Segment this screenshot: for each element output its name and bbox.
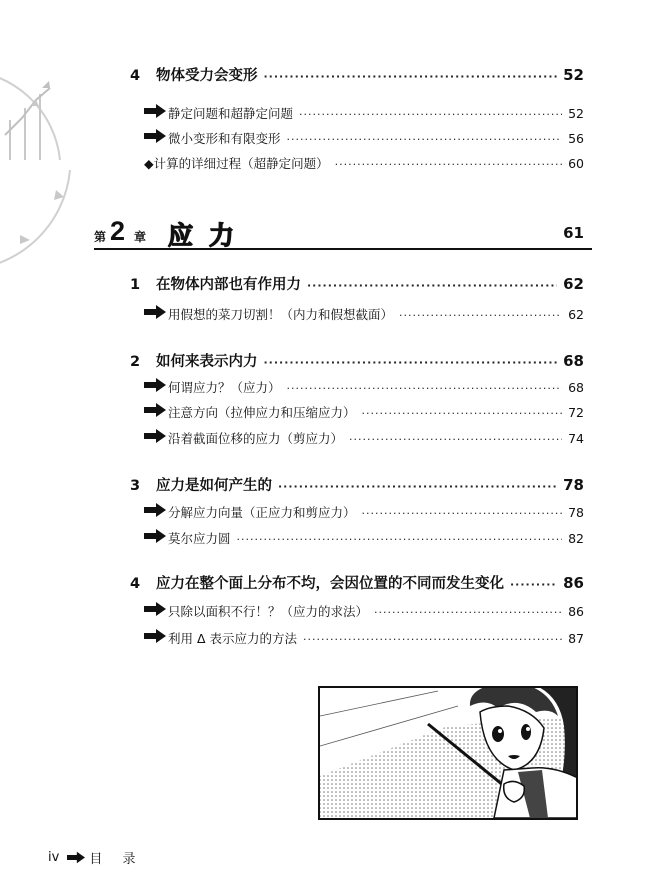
toc-subsection[interactable]: [144, 129, 584, 147]
toc-subsection[interactable]: [144, 154, 584, 172]
chapter-suffix: 章: [134, 230, 147, 244]
toc-section[interactable]: [130, 273, 584, 294]
arrow-bullet-icon: [67, 851, 85, 864]
arrow-bullet-icon: [144, 602, 166, 616]
page-number: 52: [563, 66, 584, 84]
subsection-title: 注意方向（拉伸应力和压缩应力）: [168, 405, 356, 420]
page-number: 72: [568, 405, 584, 420]
section-number: 3: [130, 478, 141, 494]
page-number: 86: [563, 574, 584, 592]
subsection-title: 何谓应力？（应力）: [168, 380, 281, 395]
page-number: 82: [568, 531, 584, 546]
arrow-bullet-icon: [144, 529, 166, 543]
page-number: 68: [568, 380, 584, 395]
toc-section[interactable]: [130, 474, 584, 495]
leader-dots: [264, 356, 558, 369]
page-number: 62: [568, 307, 584, 322]
section-title: 如何来表示内力: [156, 354, 258, 370]
arrow-bullet-icon: [144, 104, 166, 118]
toc-subsection[interactable]: [144, 529, 584, 547]
section-number: 4: [130, 576, 141, 592]
chapter-heading[interactable]: [94, 214, 592, 250]
subsection-title: 用假想的菜刀切割！（内力和假想截面）: [168, 307, 394, 322]
section-number: 2: [130, 354, 141, 370]
arrow-bullet-icon: [144, 129, 166, 143]
leader-dots: [349, 433, 562, 446]
page-number: 62: [563, 275, 584, 293]
subsection-title: 静定问题和超静定问题: [168, 106, 294, 121]
toc-subsection[interactable]: [144, 429, 584, 447]
section-title: 应力是如何产生的: [156, 478, 272, 494]
page-number: 68: [563, 352, 584, 370]
leader-dots: [237, 533, 563, 546]
leader-dots: [303, 633, 562, 646]
subsection-title: 沿着截面位移的应力（剪应力）: [168, 431, 344, 446]
subsection-title: 利用 Δ 表示应力的方法: [168, 631, 297, 646]
section-number: 4: [130, 68, 141, 84]
page-number: 52: [568, 106, 584, 121]
subsection-title: 只除以面积不行！？（应力的求法）: [168, 604, 369, 619]
section-title: 物体受力会变形: [156, 68, 258, 84]
toc-section[interactable]: [130, 572, 584, 593]
page-number: 56: [568, 131, 584, 146]
leader-dots: [287, 133, 563, 146]
section-title: 应力在整个面上分布不均，会因位置的不同而发生变化: [156, 576, 504, 592]
leader-dots: [362, 507, 563, 520]
page-number: 60: [568, 156, 584, 171]
page-footer: [48, 848, 143, 867]
leader-dots: [307, 279, 557, 292]
page-number: 78: [568, 505, 584, 520]
leader-dots: [278, 480, 557, 493]
page-number: 78: [563, 476, 584, 494]
subsection-title: 莫尔应力圆: [168, 531, 231, 546]
toc-subsection[interactable]: [144, 378, 584, 396]
chapter-number: 2: [110, 216, 126, 246]
arrow-bullet-icon: [144, 378, 166, 392]
chapter-title: 应力: [168, 221, 251, 250]
toc-section[interactable]: [130, 350, 584, 371]
footer-page-number: iv: [48, 850, 60, 865]
toc-subsection[interactable]: [144, 629, 584, 647]
section-number: 1: [130, 277, 141, 293]
arrow-bullet-icon: [144, 403, 166, 417]
arrow-bullet-icon: [144, 429, 166, 443]
page-number: 74: [568, 431, 584, 446]
subsection-title: 微小变形和有限变形: [168, 131, 281, 146]
section-title: 在物体内部也有作用力: [156, 277, 301, 293]
page-number: 86: [568, 604, 584, 619]
leader-dots: [287, 382, 563, 395]
comic-illustration: [318, 686, 580, 822]
arrow-bullet-icon: [144, 629, 166, 643]
toc-subsection[interactable]: [144, 602, 584, 620]
leader-dots: [374, 606, 562, 619]
leader-dots: [399, 309, 562, 322]
toc-section[interactable]: [130, 64, 584, 85]
arrow-bullet-icon: [144, 305, 166, 319]
leader-dots: [264, 70, 558, 83]
subsection-title: 分解应力向量（正应力和剪应力）: [168, 505, 356, 520]
decorative-chart-graphic: [0, 40, 80, 290]
subsection-title: ◆计算的详细过程（超静定问题）: [144, 156, 329, 171]
leader-dots: [510, 578, 557, 591]
leader-dots: [299, 108, 562, 121]
page-number: 87: [568, 631, 584, 646]
chapter-prefix: 第: [94, 230, 107, 244]
arrow-bullet-icon: [144, 503, 166, 517]
toc-subsection[interactable]: [144, 104, 584, 122]
leader-dots: [335, 158, 562, 171]
toc-subsection[interactable]: [144, 503, 584, 521]
leader-dots: [362, 407, 563, 420]
footer-label: 目 录: [89, 852, 144, 867]
chapter-page-number: 61: [563, 224, 584, 242]
toc-subsection[interactable]: [144, 403, 584, 421]
toc-subsection[interactable]: [144, 305, 584, 323]
